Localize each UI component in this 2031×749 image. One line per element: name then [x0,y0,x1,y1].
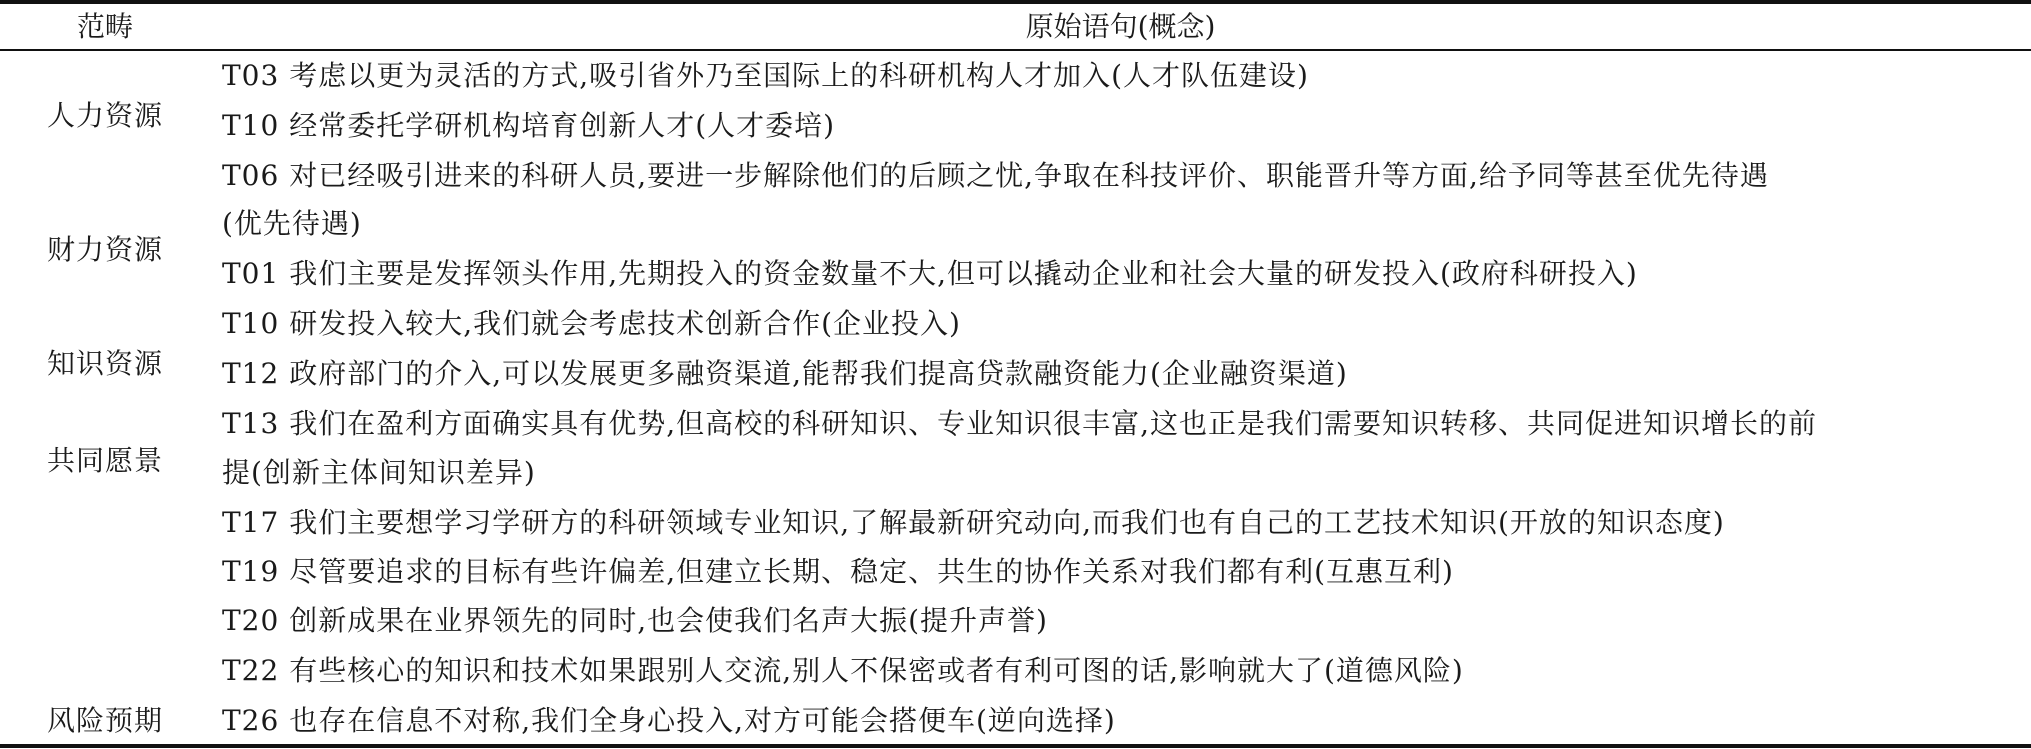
statement-line: T19 尽管要追求的目标有些许偏差,但建立长期、稳定、共生的协作关系对我们都有利(互惠互利) [222,555,1454,588]
category-risk-expectation: 风险预期 [46,704,163,737]
statement-line: T12 政府部门的介入,可以发展更多融资渠道,能帮我们提高贷款融资能力(企业融资渠道) [222,357,1348,390]
statement-line: T20 创新成果在业界领先的同时,也会使我们名声大振(提升声誉) [222,604,1048,637]
table-header-row [0,4,2031,49]
category-financial-resources: 财力资源 [46,233,163,266]
statement-line: T22 有些核心的知识和技术如果跟别人交流,别人不保密或者有利可图的话,影响就大了(道德风险) [222,654,1464,687]
statement-line: (优先待遇) [222,207,362,240]
header-original-statement: 原始语句(概念) [1025,10,1216,43]
statement-line: T01 我们主要是发挥领头作用,先期投入的资金数量不大,但可以撬动企业和社会大量的研发投入(政府科研投入) [222,257,1638,290]
header-category: 范畴 [76,10,133,43]
statement-line: T06 对已经吸引进来的科研人员,要进一步解除他们的后顾之忧,争取在科技评价、职能晋升等方面,给予同等甚至优先待遇 [222,159,1769,192]
statement-line: T13 我们在盈利方面确实具有优势,但高校的科研知识、专业知识很丰富,这也正是我们需要知识转移、共同促进知识增长的前 [222,407,1818,440]
category-shared-vision: 共同愿景 [46,444,163,477]
category-human-resources: 人力资源 [46,99,163,132]
statement-line: T17 我们主要想学习学研方的科研领域专业知识,了解最新研究动向,而我们也有自己的工艺技术知识(开放的知识态度) [222,506,1725,539]
table-bottom-rule [0,744,2031,748]
statement-line: T26 也存在信息不对称,我们全身心投入,对方可能会搭便车(逆向选择) [222,704,1116,737]
statement-line: T03 考虑以更为灵活的方式,吸引省外乃至国际上的科研机构人才加入(人才队伍建设) [222,59,1309,92]
statement-line: 提(创新主体间知识差异) [222,456,536,489]
statement-line: T10 经常委托学研机构培育创新人才(人才委培) [222,109,836,142]
statement-line: T10 研发投入较大,我们就会考虑技术创新合作(企业投入) [222,307,961,340]
category-knowledge-resources: 知识资源 [46,347,163,380]
